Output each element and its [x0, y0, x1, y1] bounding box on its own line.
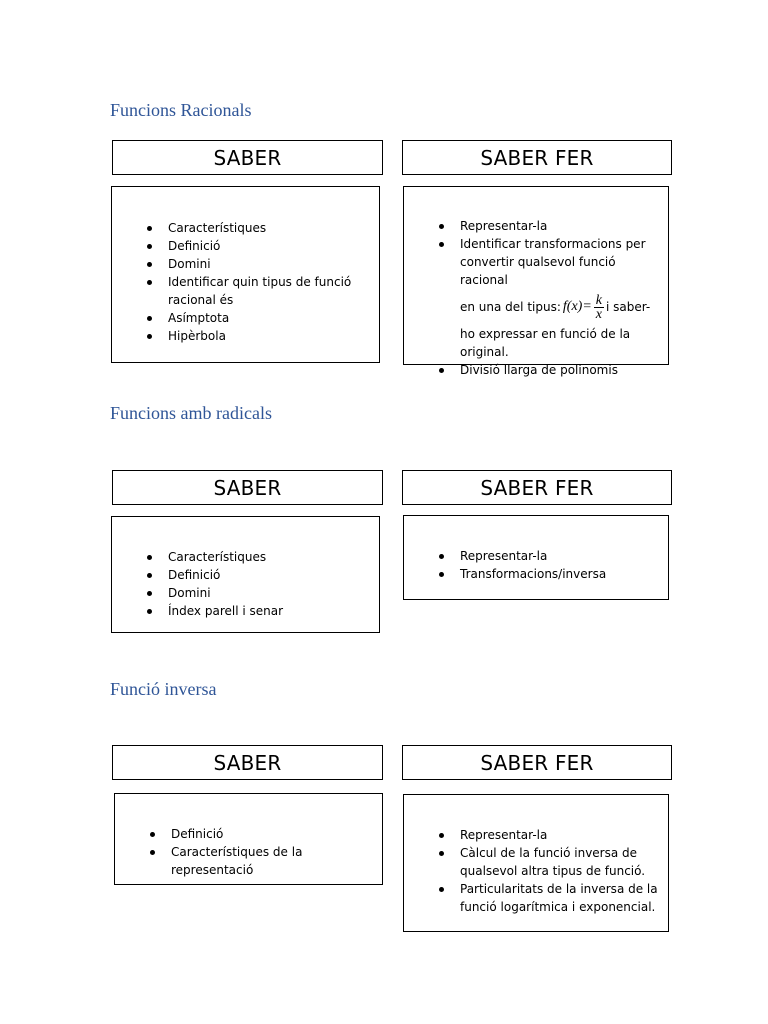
list-item: Asímptota	[145, 309, 355, 327]
formula-lhs: f(x)=	[562, 299, 592, 314]
list-item: Definició	[148, 825, 353, 843]
formula-line	[460, 289, 662, 325]
list-item: Hipèrbola	[145, 327, 355, 345]
saber-fer-list	[437, 217, 662, 379]
list-item: Representar-la	[437, 826, 662, 844]
saber-list	[145, 219, 355, 345]
saber-fer-box	[403, 186, 669, 377]
saber-header	[112, 470, 383, 505]
list-item: Representar-la	[437, 547, 662, 565]
saber-label: SABER	[213, 475, 282, 500]
list-item: Índex parell i senar	[145, 602, 355, 620]
saber-list	[148, 825, 353, 879]
list-item-text: en una del tipus:	[460, 300, 561, 314]
list-item: Transformacions/inversa	[437, 565, 662, 583]
list-item: Representar-la	[437, 217, 662, 235]
saber-fer-label: SABER FER	[480, 750, 594, 775]
section-title-inversa: Funció inversa	[110, 679, 217, 699]
saber-fer-list	[437, 826, 662, 916]
list-item: Domini	[145, 584, 355, 602]
rational-formula	[563, 294, 604, 321]
formula-fraction	[594, 294, 604, 321]
saber-fer-header	[402, 745, 672, 780]
saber-fer-label: SABER FER	[480, 145, 594, 170]
list-item: Definició	[145, 566, 355, 584]
list-item-text: ho expressar en funció de la original.	[460, 327, 631, 359]
saber-list	[145, 548, 355, 620]
saber-box	[111, 186, 380, 363]
list-item: Particularitats de la inversa de la funció logarítmica i exponencial.	[437, 880, 662, 916]
list-item-text: i saber-	[605, 300, 651, 314]
saber-fer-box	[403, 515, 669, 600]
list-item: Característiques	[145, 219, 355, 237]
saber-fer-box	[403, 794, 669, 932]
list-item: Característiques	[145, 548, 355, 566]
saber-header	[112, 140, 383, 175]
list-item: Càlcul de la funció inversa de qualsevol altra tipus de funció.	[437, 844, 662, 880]
list-item: Característiques de la representació	[148, 843, 353, 879]
list-item	[437, 235, 662, 361]
saber-fer-label: SABER FER	[480, 475, 594, 500]
list-item: Definició	[145, 237, 355, 255]
saber-header	[112, 745, 383, 780]
saber-box	[111, 516, 380, 633]
formula-numerator: k	[595, 292, 602, 308]
formula-denominator: x	[595, 306, 602, 322]
list-item: Identificar quin tipus de funció racional és	[145, 273, 355, 309]
saber-fer-header	[402, 140, 672, 175]
section-title-racionals: Funcions Racionals	[110, 100, 252, 120]
saber-fer-header	[402, 470, 672, 505]
list-item-text: Identificar transformacions per convertir qualsevol funció racional	[460, 237, 646, 287]
saber-label: SABER	[213, 145, 282, 170]
list-item: Domini	[145, 255, 355, 273]
saber-fer-list	[437, 547, 662, 583]
saber-box	[114, 793, 383, 885]
section-title-radicals: Funcions amb radicals	[110, 403, 272, 423]
saber-label: SABER	[213, 750, 282, 775]
list-item: Divisió llarga de polinomis	[437, 361, 662, 379]
